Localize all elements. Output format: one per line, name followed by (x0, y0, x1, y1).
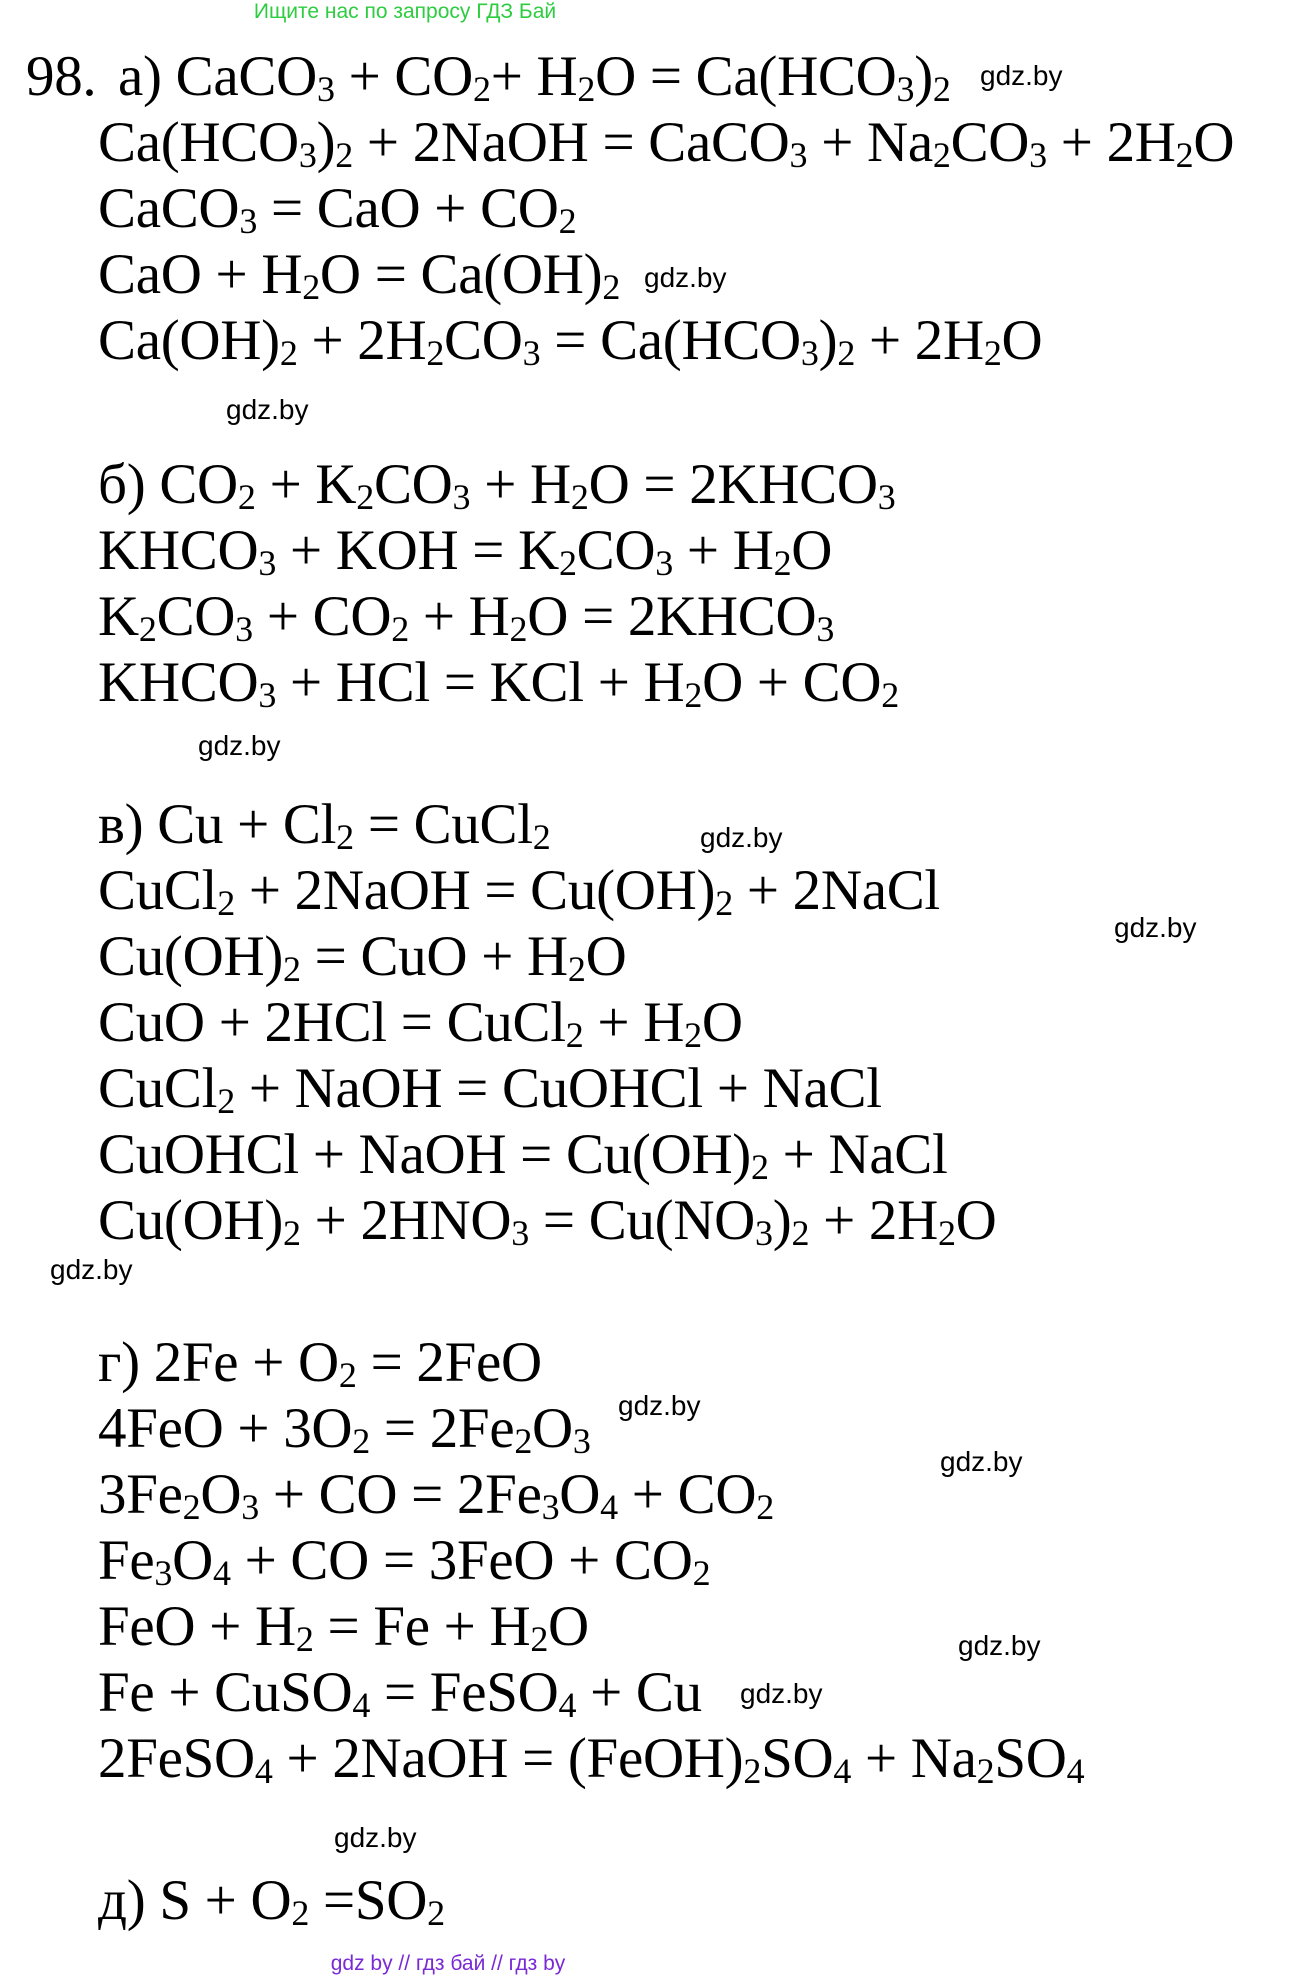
watermark: gdz.by (980, 60, 1063, 91)
equation-line: $4FeO + 3O_2 = 2Fe_2O_3$ (98, 1397, 591, 1461)
equation-line: $Ca(OH)_2 + 2H_2CO_3 = Ca(HCO_3)_2 + 2H_2O$ (98, 309, 1043, 373)
watermark: gdz.by (740, 1678, 823, 1709)
watermark: gdz.by (958, 1630, 1041, 1661)
equation-line: CaCO$_3$ = CaO + $CO_2$ (98, 177, 577, 241)
equation-line: CuOHCl + NaOH = $Cu(OH)_2$ + NaCl (98, 1123, 948, 1187)
equation-line: 2FeSO$_4$ + 2NaOH = $(FeOH)_2SO_4 + Na_2SO_4$ (98, 1727, 1085, 1791)
equation-line: FeO + $H_2 = Fe + H_2O$ (98, 1595, 589, 1659)
equation-line: $KHCO_3$ + HCl = KCl + $H_2O + CO_2$ (98, 651, 899, 715)
equation-line: $Fe_3O_4$ + CO = $3FeO + CO_2$ (98, 1529, 711, 1593)
equation-line: д) $S + O_2 =SO_2$ (98, 1869, 445, 1933)
watermark: gdz.by (1114, 912, 1197, 943)
bottom-banner: gdz by // гдз бай // гдз by (330, 1952, 566, 1975)
equation-line: а) CaCO$_3$ + $CO_2+ H_2O = Ca(HCO_3)_2$ (118, 45, 951, 109)
equation-line: $Ca(HCO_3)_2$ + 2NaOH = CaCO$_3$ + $Na_2CO_3 + 2H_2O$ (98, 111, 1235, 175)
equation-line: г) $2Fe + O_2 = 2FeO$ (98, 1331, 542, 1395)
equation-line: $Cu(OH)_2 + 2HNO_3 = Cu(NO_3)_2 + 2H_2O$ (98, 1189, 997, 1253)
equation-line: CuO + 2HCl = CuCl$_2$ + $H_2O$ (98, 991, 743, 1055)
watermark: gdz.by (700, 822, 783, 853)
top-banner: Ищите нас по запросу ГДЗ Бай (253, 0, 557, 23)
equation-line: CaO + $H_2O = Ca(OH)_2$ (98, 243, 621, 307)
equation-line: $3Fe_2O_3$ + CO = $2Fe_3O_4 + CO_2$ (98, 1463, 774, 1527)
watermark: gdz.by (644, 262, 727, 293)
equation-line: CuCl$_2$ + NaOH = CuOHCl + NaCl (98, 1057, 882, 1121)
watermark: gdz.by (226, 394, 309, 425)
equation-line: $KHCO_3$ + KOH = $K_2CO_3 + H_2O$ (98, 519, 833, 583)
watermark: gdz.by (50, 1254, 133, 1285)
task-number: 98. (26, 45, 97, 108)
equation-line: CuCl$_2$ + 2NaOH = $Cu(OH)_2$ + 2NaCl (98, 859, 940, 923)
equation-line: $K_2CO_3 + CO_2 + H_2O$ = $2KHCO_3$ (98, 585, 835, 649)
watermark: gdz.by (940, 1446, 1023, 1477)
watermark: gdz.by (334, 1822, 417, 1853)
equation-line: $Cu(OH)_2$ = CuO + $H_2O$ (98, 925, 627, 989)
watermark: gdz.by (618, 1390, 701, 1421)
equation-line: Fe + CuSO$_4$ = FeSO$_4$ + Cu (98, 1661, 702, 1725)
equation-line: в) $Cu + Cl_2$ = CuCl$_2$ (98, 793, 551, 857)
watermark: gdz.by (198, 730, 281, 761)
equation-line: б) $CO_2 + K_2CO_3 + H_2O$ = $2KHCO_3$ (98, 453, 896, 517)
